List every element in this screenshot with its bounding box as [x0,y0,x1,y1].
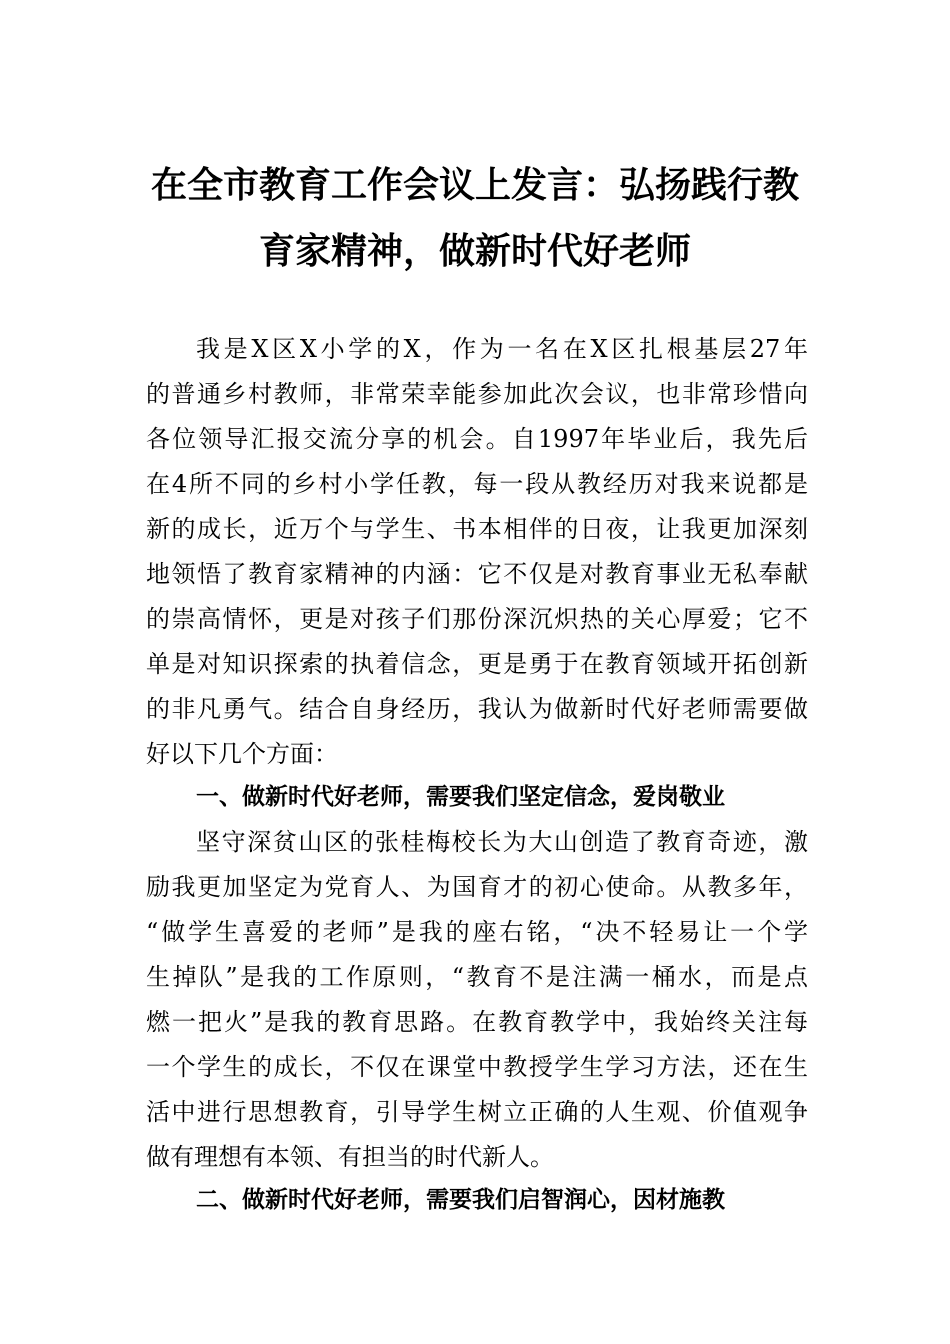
document-title-line-2: 育家精神，做新时代好老师 [258,231,691,272]
paragraph-line: 坚守深贫山区的张桂梅校长为大山创造了教育奇迹，激 [196,828,808,856]
paragraph-line: 我是X区X小学的X，作为一名在X区扎根基层27年 [196,335,808,363]
paragraph-line: 活中进行思想教育，引导学生树立正确的人生观、价值观争 [146,1098,808,1126]
document-title-line-1: 在全市教育工作会议上发言：弘扬践行教 [150,165,799,206]
paragraph-line: 在4所不同的乡村小学任教，每一段从教经历对我来说都是 [146,470,808,498]
paragraph-line: 燃一把火”是我的教育思路。在教育教学中，我始终关注每 [146,1008,808,1036]
paragraph-line: 做有理想有本领、有担当的时代新人。 [146,1143,554,1171]
paragraph-line: 新的成长，近万个与学生、书本相伴的日夜，让我更加深刻 [146,515,808,543]
paragraph-line: 的崇高情怀，更是对孩子们那份深沉炽热的关心厚爱；它不 [146,605,808,633]
paragraph-line: 一个学生的成长，不仅在课堂中教授学生学习方法，还在生 [146,1053,808,1081]
section-2-heading: 二、做新时代好老师，需要我们启智润心，因材施教 [196,1187,725,1213]
paragraph-line: 的普通乡村教师，非常荣幸能参加此次会议，也非常珍惜向 [146,380,808,408]
section-1-heading: 一、做新时代好老师，需要我们坚定信念，爱岗敬业 [196,784,725,810]
paragraph-line: 的非凡勇气。结合自身经历，我认为做新时代好老师需要做 [146,695,808,723]
paragraph-line: 单是对知识探索的执着信念，更是勇于在教育领域开拓创新 [146,650,808,678]
paragraph-line: 各位领导汇报交流分享的机会。自1997年毕业后，我先后 [146,425,808,453]
paragraph-line: 好以下几个方面： [146,740,338,768]
paragraph-line: “做学生喜爱的老师”是我的座右铭，“决不轻易让一个学 [146,918,808,946]
paragraph-line: 地领悟了教育家精神的内涵：它不仅是对教育事业无私奉献 [146,560,808,588]
paragraph-line: 生掉队”是我的工作原则，“教育不是注满一桶水，而是点 [146,963,808,991]
paragraph-line: 励我更加坚定为党育人、为国育才的初心使命。从教多年， [146,873,808,901]
